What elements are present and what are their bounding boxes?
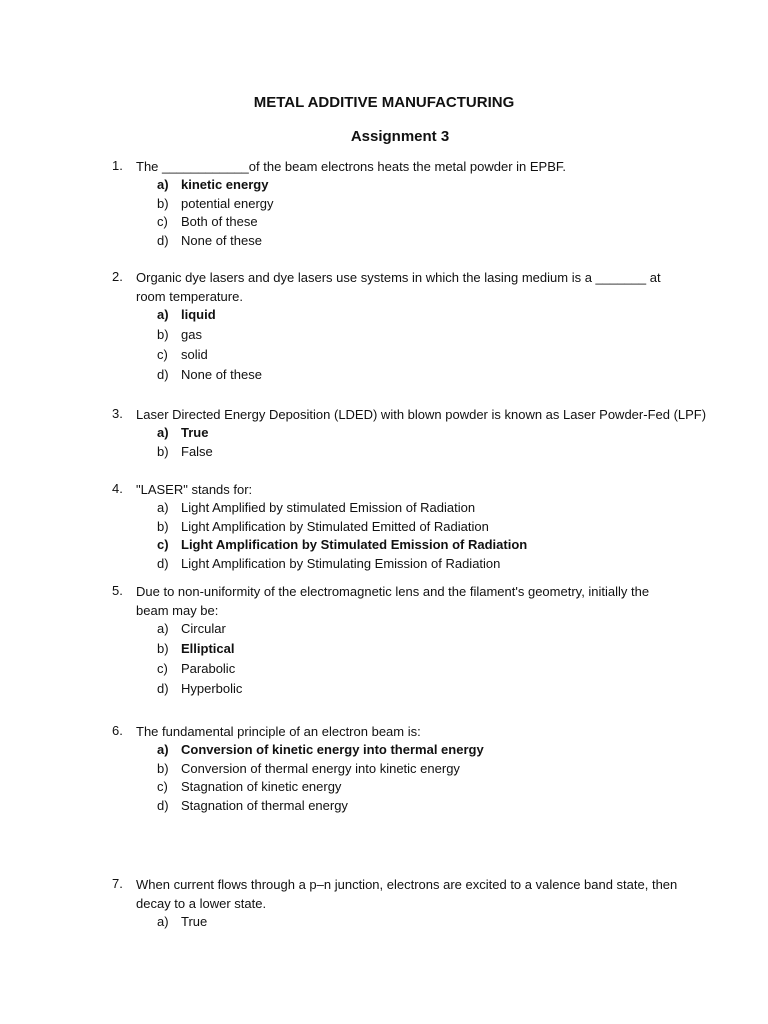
option-letter: c): [157, 537, 169, 553]
option-text: Light Amplification by Stimulated Emitted of Radiation: [181, 518, 489, 534]
option: [0, 778, 768, 797]
question-text: When current flows through a p–n junction, electrons are excited to a valence band state, then decay to a lower state.: [136, 877, 678, 911]
question-text: "LASER" stands for:: [136, 482, 253, 497]
option: [0, 232, 768, 251]
question-5: [0, 582, 768, 700]
option-text: None of these: [181, 367, 262, 382]
option: [0, 499, 768, 518]
question-number: 5.: [112, 583, 123, 598]
option-text: True: [181, 425, 209, 440]
option-text: False: [181, 443, 213, 459]
option: [0, 620, 768, 640]
question-3: [0, 405, 768, 461]
option: [0, 518, 768, 537]
option-answer: [0, 306, 768, 326]
option: [0, 326, 768, 346]
option-letter: a): [157, 742, 169, 757]
option: [0, 555, 768, 574]
option-text: Hyperbolic: [181, 681, 243, 696]
option-text: Parabolic: [181, 661, 236, 676]
question-number: 6.: [112, 723, 123, 738]
option-text: potential energy: [181, 195, 274, 211]
option: [0, 366, 768, 386]
question-number: 1.: [112, 158, 123, 173]
question-7: [0, 875, 768, 932]
option: [0, 913, 768, 932]
option-answer: [0, 640, 768, 660]
option-letter: b): [157, 195, 169, 211]
option-text: Light Amplification by Stimulated Emission of Radiation: [181, 537, 528, 553]
option-letter: c): [157, 779, 168, 795]
option-text: gas: [181, 327, 202, 342]
option-letter: d): [157, 367, 169, 382]
question-text: Organic dye lasers and dye lasers use systems in which the lasing medium is a _______ at room temperature.: [136, 270, 661, 304]
option-text: Conversion of thermal energy into kinetic energy: [181, 760, 460, 776]
question-4: [0, 480, 768, 573]
question-number: 2.: [112, 269, 123, 284]
option-text: Both of these: [181, 214, 258, 230]
question-6: [0, 722, 768, 815]
option-text: liquid: [181, 307, 216, 322]
option-letter: a): [157, 621, 169, 636]
option-letter: a): [157, 177, 169, 192]
option: [0, 660, 768, 680]
option: [0, 346, 768, 366]
option-letter: b): [157, 518, 169, 534]
question-number: 3.: [112, 406, 123, 421]
question-text: Laser Directed Energy Deposition (LDED) with blown powder is known as Laser Powder-Fed (LPF): [136, 407, 707, 422]
option-letter: d): [157, 555, 169, 571]
question-stem: [0, 582, 768, 620]
option-letter: a): [157, 307, 169, 322]
option-letter: c): [157, 214, 168, 230]
option-answer: [0, 741, 768, 760]
question-stem: [0, 268, 768, 306]
option-answer: [0, 176, 768, 195]
option-answer: [0, 536, 768, 555]
question-number: 4.: [112, 481, 123, 496]
question-stem: [0, 875, 768, 913]
document-title: METAL ADDITIVE MANUFACTURING: [253, 94, 515, 111]
option-letter: a): [157, 914, 169, 929]
option-letter: b): [157, 760, 169, 776]
option: [0, 195, 768, 214]
option-letter: d): [157, 797, 169, 813]
option-text: True: [181, 914, 208, 929]
question-stem: [0, 480, 768, 499]
option-answer: [0, 424, 768, 443]
option-letter: c): [157, 347, 168, 362]
option: [0, 213, 768, 232]
option-letter: b): [157, 443, 169, 459]
option-text: solid: [181, 347, 208, 362]
option-text: Circular: [181, 621, 226, 636]
option-letter: b): [157, 327, 169, 342]
option-text: Elliptical: [181, 641, 235, 656]
question-1: [0, 157, 768, 250]
option: [0, 797, 768, 816]
option-text: None of these: [181, 232, 262, 248]
option-text: Stagnation of thermal energy: [181, 797, 348, 813]
question-text: The fundamental principle of an electron beam is:: [136, 724, 421, 739]
option-letter: b): [157, 641, 169, 656]
assignment-subtitle: Assignment 3: [350, 128, 450, 145]
question-stem: [0, 722, 768, 741]
option-text: Light Amplification by Stimulating Emission of Radiation: [181, 555, 501, 571]
question-number: 7.: [112, 876, 123, 891]
option-text: Stagnation of kinetic energy: [181, 779, 342, 795]
option: [0, 680, 768, 700]
question-stem: [0, 405, 768, 424]
option: [0, 760, 768, 779]
option: [0, 443, 768, 462]
option-text: Light Amplified by stimulated Emission of Radiation: [181, 500, 476, 515]
question-text: The ____________of the beam electrons heats the metal powder in EPBF.: [136, 159, 567, 174]
question-text: Due to non-uniformity of the electromagnetic lens and the filament's geometry, initially the beam may be:: [136, 584, 650, 618]
option-letter: d): [157, 681, 169, 696]
option-text: kinetic energy: [181, 177, 269, 192]
option-letter: a): [157, 425, 169, 440]
question-stem: [0, 157, 768, 176]
option-letter: a): [157, 500, 169, 515]
option-text: Conversion of kinetic energy into thermal energy: [181, 742, 484, 757]
question-2: [0, 268, 768, 386]
option-letter: c): [157, 661, 168, 676]
option-letter: d): [157, 232, 169, 248]
